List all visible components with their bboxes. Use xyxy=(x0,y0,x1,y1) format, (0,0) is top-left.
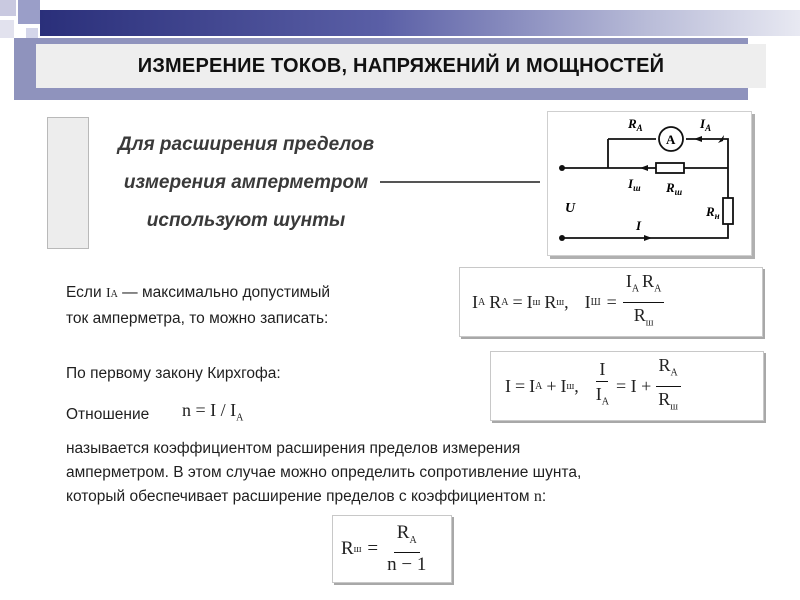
label-rsh: $R_ш$ xyxy=(666,180,683,197)
paragraph-shunt xyxy=(66,437,726,509)
paragraph-line: Если IA — максимально допустимый xyxy=(66,284,331,301)
paragraph-ammeter-limit xyxy=(66,281,446,331)
top-gradient-bar xyxy=(40,10,800,36)
paragraph-kirchhoff: По первому закону Кирхгофа: xyxy=(66,365,281,382)
paragraph-line: ток амперметра, то можно записать: xyxy=(66,310,329,327)
ratio-formula: $n = I / I_A$ xyxy=(182,400,244,424)
label-u: U xyxy=(565,201,576,216)
title-banner xyxy=(36,44,766,88)
paragraph-line: амперметром. В этом случае можно определить сопротивление шунта, xyxy=(66,464,582,481)
decor-square xyxy=(0,0,16,16)
connector-line xyxy=(380,181,540,183)
formula-box-3: R ш = $\frac{R_A}{n - 1}$ xyxy=(332,515,452,583)
fraction: $\frac{R_A}{n - 1}$ xyxy=(387,521,427,576)
terminal xyxy=(559,165,565,171)
fraction: $\frac{I_A R_A}{R_ш}$ xyxy=(623,270,664,334)
fraction: $\frac{R_A}{R_ш}$ xyxy=(655,354,681,418)
label-i: I xyxy=(636,218,642,233)
heading-line-1: Для расширения пределов xyxy=(117,134,375,155)
page-title: ИЗМЕРЕНИЕ ТОКОВ, НАПРЯЖЕНИЙ И МОЩНОСТЕЙ xyxy=(137,54,665,77)
terminal xyxy=(559,235,565,241)
current-arrow xyxy=(640,165,648,171)
decor-square xyxy=(18,0,40,24)
wire xyxy=(686,139,728,192)
paragraph-line: который обеспечивает расширение пределов с коэффициентом n: xyxy=(66,488,547,505)
ratio-label: Отношение xyxy=(66,406,150,423)
decor-square xyxy=(26,28,38,38)
heading-line-3: используют шунты xyxy=(146,210,346,231)
circuit-svg xyxy=(548,112,751,255)
label-ish: $I_ш$ xyxy=(628,176,641,193)
label-ra: $R_A$ xyxy=(628,116,643,133)
fraction: $\frac{I}{I_A}$ xyxy=(595,359,609,408)
section-heading xyxy=(56,126,436,240)
formula-box-1: I A R A = I ш R ш , I Ш = $\frac{I_A R_A}{R_ш}$ xyxy=(459,267,763,337)
paragraph-line: называется коэффициентом расширения пределов измерения xyxy=(66,440,521,457)
formula-box-2: I = I A + I ш , $\frac{I}{I_A}$ = I + $\frac{R_A}{R_ш}$ xyxy=(490,351,764,421)
load-resistor xyxy=(723,198,733,224)
heading-line-2: измерения амперметром xyxy=(123,172,369,193)
current-arrow xyxy=(644,235,652,241)
label-rn: $R_н$ xyxy=(706,204,720,221)
decor-square xyxy=(0,20,14,38)
circuit-diagram xyxy=(547,111,752,256)
current-arrow xyxy=(694,136,702,142)
label-ia: $I_A$ xyxy=(700,116,712,133)
shunt-resistor xyxy=(656,163,684,173)
label-ammeter: A xyxy=(666,132,676,147)
